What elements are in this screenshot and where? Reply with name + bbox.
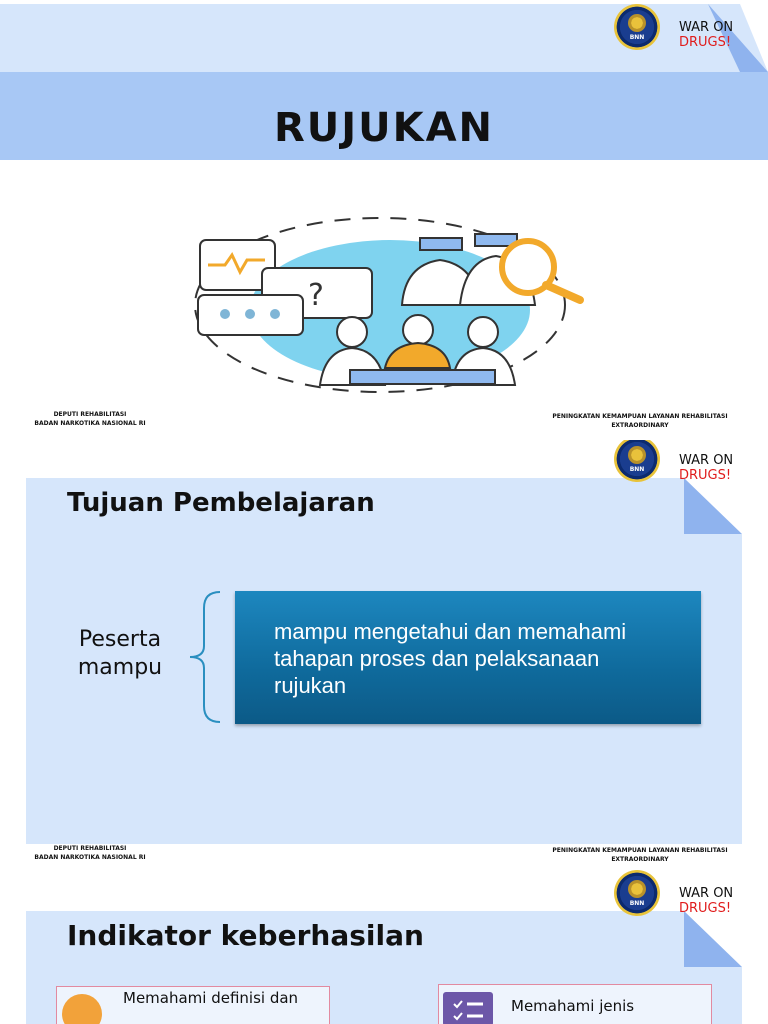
fold-corner-shape — [684, 911, 742, 967]
war-line-2: DRUGS! — [679, 901, 732, 916]
footer-right — [540, 846, 740, 864]
goal-line-3: rujukan — [274, 673, 347, 698]
war-line-1: WAR ON — [679, 453, 734, 468]
footer-right-line-2: EXTRAORDINARY — [611, 856, 669, 863]
footer-left-line-1: DEPUTI REHABILITASI — [53, 845, 127, 852]
garuda-emblem-icon — [628, 446, 646, 464]
footer-left-line-2: BADAN NARKOTIKA NASIONAL RI — [34, 420, 146, 427]
slide-3-title: Indikator keberhasilan — [67, 919, 424, 952]
footer-right — [540, 412, 740, 430]
brace-icon — [184, 590, 224, 724]
footer-left — [20, 410, 160, 428]
fold-corner — [684, 478, 742, 534]
slide-1-title: RUJUKAN — [273, 105, 495, 151]
bnn-logo — [614, 870, 660, 916]
indicator-card-1-text: Memahami definisi dan — [123, 989, 299, 1007]
indicator-card-2-text: Memahami jenis — [511, 997, 635, 1015]
footer-left — [20, 844, 160, 862]
peserta-line-1: Peserta — [78, 627, 162, 652]
slide-1 — [0, 0, 768, 440]
checklist-icon — [443, 992, 493, 1024]
war-on-drugs — [679, 886, 733, 916]
bnn-logo — [614, 4, 660, 50]
footer-left-line-1: DEPUTI REHABILITASI — [53, 411, 127, 418]
checklist-icon-glyph — [443, 992, 493, 1024]
goal-line-1: mampu mengetahui dan memahami — [274, 619, 627, 644]
svg-text:?: ? — [308, 278, 324, 313]
bnn-logo — [614, 440, 660, 482]
footer-left-line-2: BADAN NARKOTIKA NASIONAL RI — [34, 854, 146, 861]
garuda-emblem-icon — [628, 14, 646, 32]
war-on-drugs — [679, 20, 733, 50]
footer-right-line-2: EXTRAORDINARY — [611, 422, 669, 429]
slide-3 — [0, 870, 768, 1024]
logo-text: BNN — [629, 900, 645, 907]
war-line-2: DRUGS! — [679, 468, 732, 483]
slide-2-title: Tujuan Pembelajaran — [67, 488, 375, 518]
goal-box-text — [274, 618, 694, 699]
logo-text: BNN — [629, 466, 645, 473]
war-line-1: WAR ON — [679, 886, 734, 901]
footer-right-line-1: PENINGKATAN KEMAMPUAN LAYANAN REHABILITASI — [552, 413, 728, 420]
peserta-line-2: mampu — [77, 655, 163, 680]
peserta-label — [60, 626, 180, 682]
war-on-drugs — [679, 453, 733, 483]
slide-2 — [0, 440, 768, 870]
war-line-2: DRUGS! — [679, 35, 732, 50]
goal-line-2: tahapan proses dan pelaksanaan — [274, 646, 600, 671]
logo-text: BNN — [629, 34, 645, 41]
footer-right-line-1: PENINGKATAN KEMAMPUAN LAYANAN REHABILITASI — [552, 847, 728, 854]
fold-corner — [684, 911, 742, 967]
war-line-1: WAR ON — [679, 20, 734, 35]
fold-corner-shape — [684, 478, 742, 534]
table-icon — [350, 370, 495, 384]
referral-illustration — [190, 210, 590, 400]
garuda-emblem-icon — [628, 880, 646, 898]
